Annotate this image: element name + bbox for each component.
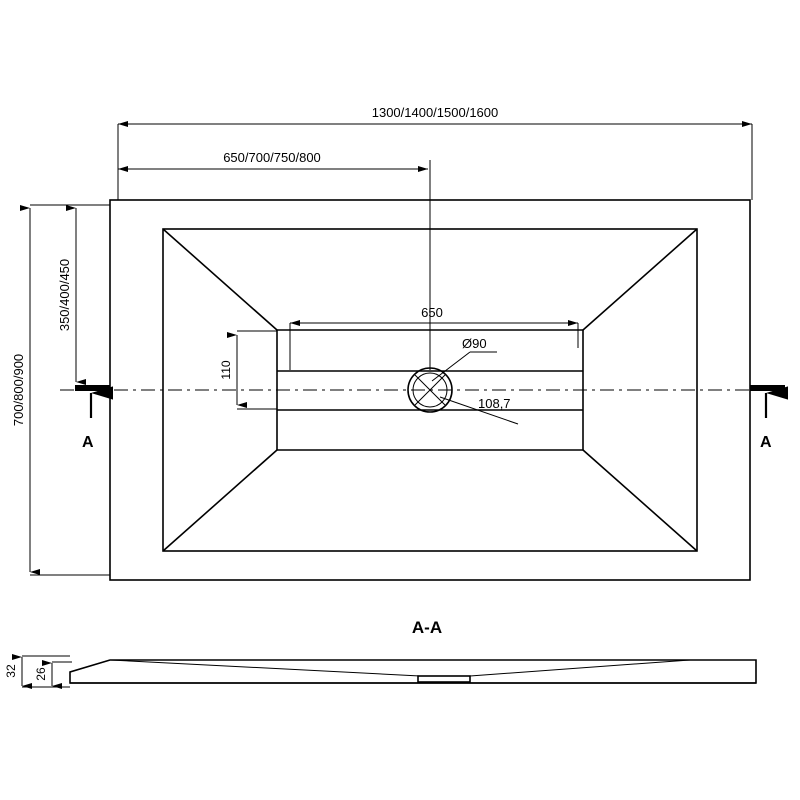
fold-line-tr bbox=[583, 229, 697, 330]
dim-drain-offset-x: 650 bbox=[421, 305, 443, 320]
dim-drain-offset-y: 110 bbox=[219, 360, 233, 380]
section-bar-left bbox=[75, 385, 110, 391]
dim-half-height: 350/400/450 bbox=[57, 258, 72, 332]
dim-drain-diameter: Ø90 bbox=[462, 336, 487, 351]
fold-line-br bbox=[583, 450, 697, 551]
fold-line-bl bbox=[163, 450, 277, 551]
section-drain-opening bbox=[418, 676, 470, 682]
section-bar-right bbox=[750, 385, 785, 391]
section-mark-right: A bbox=[760, 434, 772, 451]
leader-line-diameter bbox=[432, 352, 470, 381]
dim-thickness-inner: 26 bbox=[34, 667, 48, 681]
dim-drain-angle: 108,7 bbox=[478, 396, 511, 411]
section-edge-left bbox=[70, 660, 110, 672]
section-mark-left: A bbox=[82, 434, 94, 451]
section-slope-left bbox=[110, 660, 420, 676]
fold-line-tl bbox=[163, 229, 277, 330]
section-slope-right bbox=[470, 660, 690, 676]
top-view bbox=[11, 105, 785, 580]
section-view-aa bbox=[4, 656, 756, 687]
dim-overall-width: 1300/1400/1500/1600 bbox=[371, 105, 499, 120]
dim-thickness-outer: 32 bbox=[4, 664, 18, 678]
dim-overall-height: 700/800/900 bbox=[11, 353, 26, 427]
dim-half-width: 650/700/750/800 bbox=[223, 150, 321, 165]
section-title: A-A bbox=[411, 618, 443, 637]
